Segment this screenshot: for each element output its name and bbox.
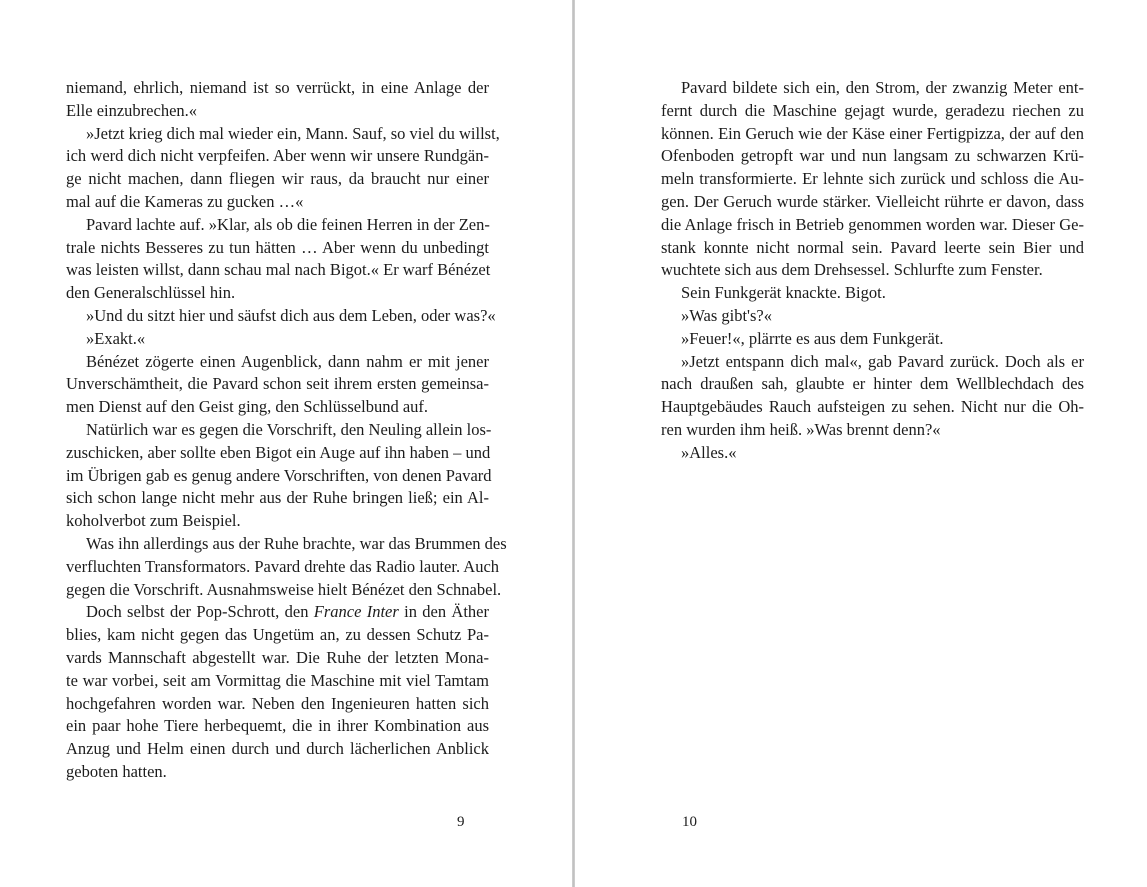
text-line: niemand, ehrlich, niemand ist so verrückt, in eine Anlage der — [66, 78, 489, 97]
left-page — [0, 0, 573, 887]
text-line: »Und du sitzt hier und säufst dich aus dem Leben, oder was?« — [86, 305, 496, 325]
text-line: »Jetzt entspann dich mal«, gab Pavard zurück. Doch als er — [681, 351, 1084, 371]
text-line: Bénézet zögerte einen Augenblick, dann nahm er mit jener — [86, 351, 489, 371]
text-line: wuchtete sich aus dem Drehsessel. Schlurfte zum Fenster. — [661, 260, 1043, 280]
left-page-body — [66, 77, 507, 784]
text-line: »Feuer!«, plärrte es aus dem Funkgerät. — [681, 328, 944, 348]
text-line: Pavard bildete sich ein, den Strom, der zwanzig Meter ent- — [681, 78, 1084, 97]
text-line: zuschicken, aber sollte eben Bigot ein Auge auf ihn haben – und — [66, 442, 491, 462]
text-line: »Was gibt's?« — [681, 305, 773, 325]
page-number-left: 9 — [457, 814, 465, 830]
text-line: fernt durch die Maschine gejagt wurde, geradezu riechen zu — [661, 100, 1084, 120]
text-line: im Übrigen gab es genug andere Vorschriften, von denen Pavard — [66, 465, 492, 485]
text-line: koholverbot zum Beispiel. — [66, 511, 241, 531]
text-line: mal auf die Kameras zu gucken …« — [66, 191, 304, 211]
text-line: geboten hatten. — [66, 761, 167, 781]
text-line: gegen die Vorschrift. Ausnahmsweise hielt Bénézet den Schnabel. — [66, 579, 502, 599]
text-line: Natürlich war es gegen die Vorschrift, den Neuling allein los- — [86, 419, 492, 439]
text-line: meln transformierte. Er lehnte sich zurück und schloss die Au- — [661, 169, 1084, 189]
text-line: men Dienst auf den Geist ging, den Schlüsselbund auf. — [66, 397, 429, 417]
text-line: Was ihn allerdings aus der Ruhe brachte, war das Brummen des — [86, 533, 507, 553]
text-line: ich werd dich nicht verpfeifen. Aber wenn wir unsere Rundgän- — [66, 146, 489, 166]
page-number-right: 10 — [682, 814, 697, 830]
text-line: hochgefahren worden war. Neben den Ingenieuren hatten sich — [66, 693, 489, 713]
text-line: »Jetzt krieg dich mal wieder ein, Mann. Sauf, so viel du willst, — [86, 123, 500, 143]
text-line: stank konnte nicht normal sein. Pavard leerte sein Bier und — [661, 237, 1084, 257]
text-line: gen. Der Geruch wurde stärker. Vielleicht rührte er davon, dass — [661, 191, 1084, 211]
text-line: verfluchten Transformators. Pavard drehte das Radio lauter. Auch — [66, 556, 500, 576]
text-line: Elle einzubrechen.« — [66, 100, 198, 120]
right-page-body — [661, 77, 1084, 465]
text-line: »Alles.« — [681, 442, 737, 462]
text-line: ein paar hohe Tiere herbequemt, die in ihrer Kombination aus — [66, 716, 489, 736]
text-line: te war vorbei, seit am Vormittag die Maschine mit viel Tamtam — [66, 670, 489, 690]
text-line: können. Ein Geruch wie der Käse einer Fertigpizza, der auf den — [661, 123, 1084, 143]
text-line: Unverschämtheit, die Pavard schon seit ihrem ersten gemeinsa- — [66, 374, 489, 394]
text-line: die Anlage frisch in Betrieb genommen worden war. Dieser Ge- — [661, 214, 1084, 234]
text-line: was leisten willst, dann schau mal nach Bigot.« Er warf Bénézet — [66, 260, 491, 280]
text-line: ren wurden ihm heiß. »Was brennt denn?« — [661, 419, 941, 439]
text-line: Doch selbst der Pop-Schrott, den France Inter in den Äther — [86, 602, 489, 622]
italic-station-name: France Inter — [313, 602, 399, 622]
text-line: Hauptgebäudes Rauch aufsteigen zu sehen. Nicht nur die Oh- — [661, 397, 1084, 417]
text-line: Ofenboden getropft war und nun langsam zu schwarzen Krü- — [661, 146, 1084, 166]
text-line: »Exakt.« — [86, 328, 146, 348]
text-line: trale nichts Besseres zu tun hätten … Aber wenn du unbedingt — [66, 237, 489, 257]
text-line: Anzug und Helm einen durch und durch lächerlichen Anblick — [66, 739, 489, 759]
right-page — [575, 0, 1147, 887]
text-line: Sein Funkgerät knackte. Bigot. — [681, 283, 886, 303]
text-line: ge nicht machen, dann fliegen wir raus, da braucht nur einer — [66, 169, 489, 189]
text-line: nach draußen sah, glaubte er hinter dem Wellblechdach des — [661, 374, 1084, 394]
text-line: blies, kam nicht gegen das Ungetüm an, zu dessen Schutz Pa- — [66, 625, 489, 645]
text-line: vards Mannschaft abgestellt war. Die Ruhe der letzten Mona- — [66, 647, 489, 667]
text-line: den Generalschlüssel hin. — [66, 283, 236, 303]
text-line: Pavard lachte auf. »Klar, als ob die feinen Herren in der Zen- — [86, 214, 490, 234]
text-line: sich schon lange nicht mehr aus der Ruhe bringen ließ; ein Al- — [66, 488, 489, 508]
